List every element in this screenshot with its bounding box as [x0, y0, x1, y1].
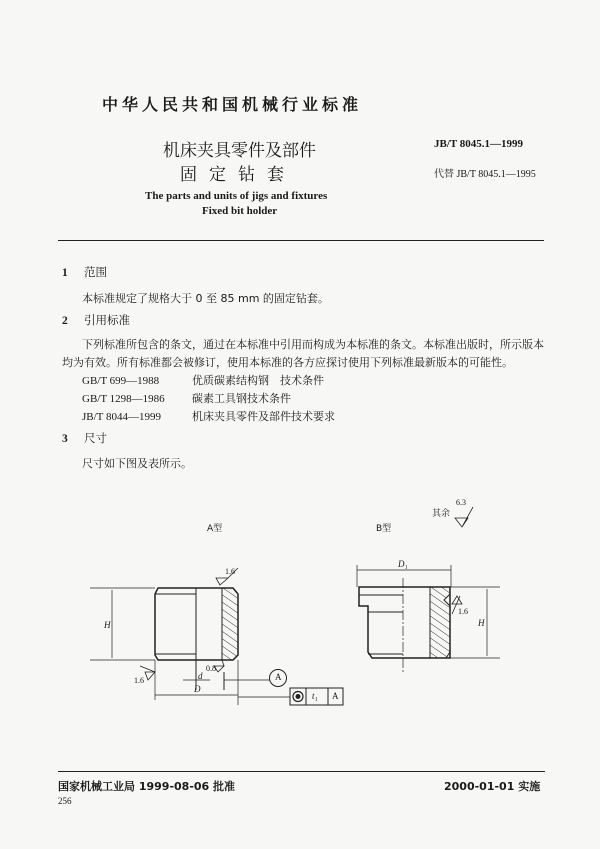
section-title: 尺寸: [84, 431, 107, 445]
reference-title: 碳素工具钢技术条件: [192, 392, 291, 405]
dimension-d1: D₁: [398, 559, 408, 569]
reference-code: GB/T 699—1988: [82, 375, 160, 387]
dimension-h-b: H: [478, 618, 485, 628]
organization-heading: 中华人民共和国机械行业标准: [102, 95, 363, 114]
tolerance-datum: A: [332, 691, 339, 701]
section-body: 尺寸如下图及表所示。: [82, 457, 192, 470]
section-number: 1: [62, 267, 68, 279]
page-number: 256: [58, 796, 72, 806]
dimension-d-inner: d: [198, 671, 203, 681]
document-subtitle: 固定钻套: [180, 165, 296, 185]
reference-code: GB/T 1298—1986: [82, 393, 165, 405]
remaining-roughness-value: 6.3: [456, 498, 466, 507]
roughness-a-bore: 0.8: [206, 664, 216, 673]
reference-code: JB/T 8044—1999: [82, 411, 161, 423]
standard-number: JB/T 8045.1—1999: [434, 138, 524, 150]
approval-info: 国家机械工业局 1999-08-06 批准: [58, 780, 236, 793]
type-a-part: [90, 568, 343, 705]
document-title: 机床夹具零件及部件: [163, 141, 316, 161]
reference-title: 优质碳素结构钢 技术条件: [192, 374, 324, 387]
footer-divider: [58, 771, 545, 772]
datum-a-label: A: [275, 672, 282, 682]
dimension-h-a: H: [104, 620, 111, 630]
section-body: 下列标准所包含的条文，通过在本标准中引用而构成为本标准的条文。本标准出版时，所示版本: [82, 338, 544, 351]
section-body: 均为有效。所有标准都会被修订，使用本标准的各方应探讨使用下列标准最新版本的可能性。: [62, 356, 513, 369]
roughness-symbol-icon: [455, 507, 473, 527]
roughness-a-bottom: 1.6: [134, 676, 144, 685]
section-number: 2: [62, 315, 68, 327]
reference-title: 机床夹具零件及部件技术要求: [192, 410, 335, 423]
implementation-date: 2000-01-01 实施: [444, 780, 541, 793]
dimension-d-outer: D: [194, 684, 201, 694]
replaces-standard: 代替 JB/T 8045.1—1995: [434, 169, 536, 180]
english-subtitle: Fixed bit holder: [202, 205, 278, 217]
remaining-roughness-label: 其余: [432, 509, 451, 519]
section-body: 本标准规定了规格大于 0 至 85 mm 的固定钻套。: [82, 292, 329, 305]
roughness-a-top: 1.6: [225, 567, 235, 576]
section-number: 3: [62, 433, 68, 445]
tolerance-value: t₁: [312, 691, 318, 701]
type-b-label: B型: [376, 524, 392, 534]
section-title: 引用标准: [84, 313, 130, 327]
english-title: The parts and units of jigs and fixtures: [145, 190, 328, 202]
roughness-b-groove: 1.6: [458, 607, 468, 616]
type-a-label: A型: [207, 524, 223, 534]
section-title: 范围: [84, 265, 107, 279]
